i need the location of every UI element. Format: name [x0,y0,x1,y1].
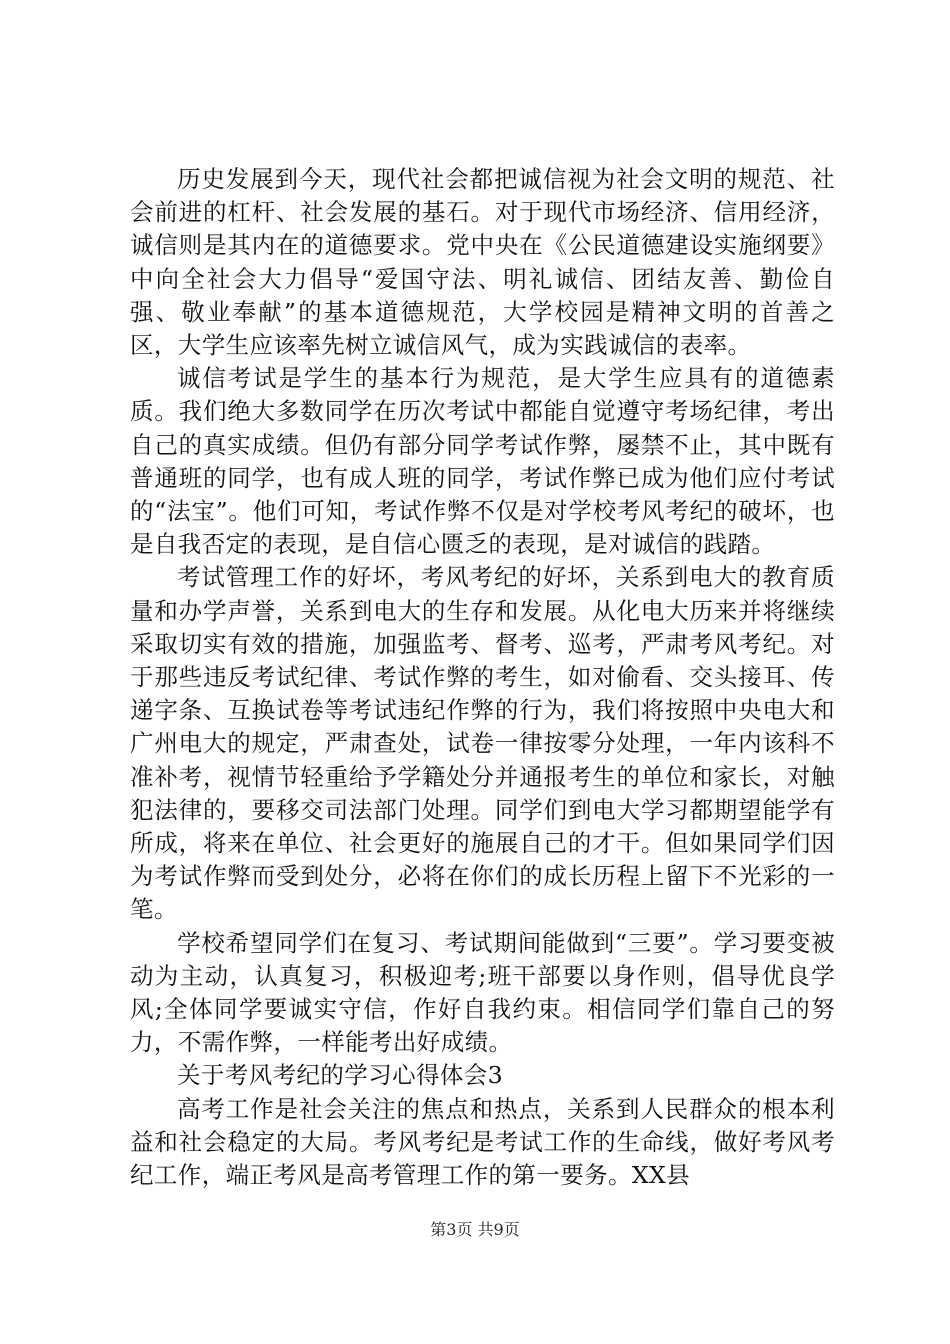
paragraph-3: 考试管理工作的好坏，考风考纪的好坏，关系到电大的教育质量和办学声誉，关系到电大的生存和发展。从化电大历来并将继续采取切实有效的措施，加强监考、督考、巡考，严肃考风考纪。对于那些违反考试纪律、考试作弊的考生，如对偷看、交头接耳、传递字条、互换试卷等考试违纪作弊的行为，我们将按照中央电大和广州电大的规定，严肃查处，试卷一律按零分处理，一年内该科不准补考，视情节轻重给予学籍处分并通报考生的单位和家长，对触犯法律的，要移交司法部门处理。同学们到电大学习都期望能学有所成，将来在单位、社会更好的施展自己的才干。但如果同学们因为考试作弊而受到处分，必将在你们的成长历程上留下不光彩的一笔。 [130,563,835,924]
section-heading: 关于考风考纪的学习心得体会3 [177,1061,504,1090]
paragraph-4: 学校希望同学们在复习、考试期间能做到“三要”。学习要变被动为主动，认真复习，积极迎考;班干部要以身作则，倡导优良学风;全体同学要诚实守信，作好自我约束。相信同学们靠自己的努力，不需作弊，一样能考出好成绩。 [130,928,835,1057]
document-body [130,163,835,1192]
paragraph-1: 历史发展到今天，现代社会都把诚信视为社会文明的规范、社会前进的杠杆、社会发展的基石。对于现代市场经济、信用经济，诚信则是其内在的道德要求。党中央在《公民道德建设实施纲要》中向全社会大力倡导“爱国守法、明礼诚信、团结友善、勤俭自强、敬业奉献”的基本道德规范，大学校园是精神文明的首善之区，大学生应该率先树立诚信风气，成为实践诚信的表率。 [130,165,835,360]
page-number-footer: 第3页 共9页 [430,1220,520,1239]
paragraph-2: 诚信考试是学生的基本行为规范，是大学生应具有的道德素质。我们绝大多数同学在历次考试中都能自觉遵守考场纪律，考出自己的真实成绩。但仍有部分同学考试作弊，屡禁不止，其中既有普通班的同学，也有成人班的同学，考试作弊已成为他们应付考试的“法宝”。他们可知，考试作弊不仅是对学校考风考纪的破坏，也是自我否定的表现，是自信心匮乏的表现，是对诚信的践踏。 [130,364,835,559]
paragraph-5: 高考工作是社会关注的焦点和热点，关系到人民群众的根本利益和社会稳定的大局。考风考纪是考试工作的生命线，做好考风考纪工作，端正考风是高考管理工作的第一要务。XX县 [130,1094,835,1190]
